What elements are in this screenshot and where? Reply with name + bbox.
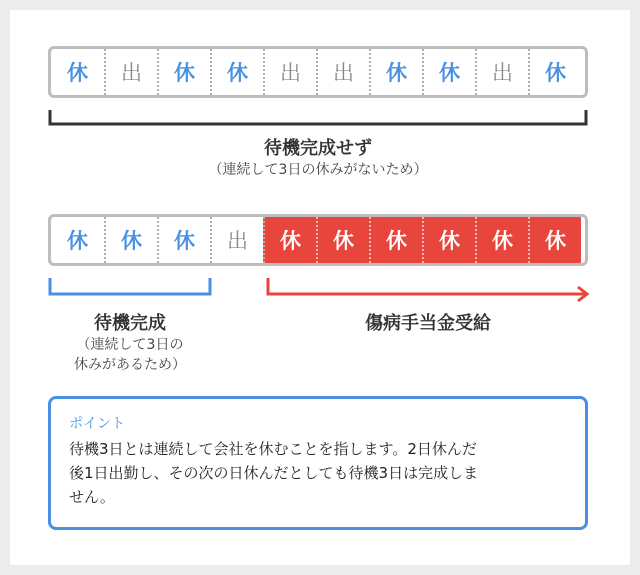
point-line-2: 後1日出勤し、その次の日休んだとしても待機3日は完成しま [69,464,479,482]
waiting-complete-note-line2: 休みがあるため） [74,357,186,373]
waiting-bracket [50,278,210,294]
row2-day-6: 休 [316,217,369,263]
waiting-complete-label: 待機完成 [94,313,166,334]
benefit-label: 傷病手当金受給 [365,313,491,334]
row1-day-2: 出 [104,49,157,95]
point-title: ポイント [69,416,125,432]
row2-day-3: 休 [157,217,210,263]
row2-day-9: 休 [475,217,528,263]
point-body [69,437,567,509]
row2-day-8: 休 [422,217,475,263]
row1-result-note: （連続して3日の休みがないため） [208,162,428,178]
row1-day-7: 休 [369,49,422,95]
row1-day-5: 出 [263,49,316,95]
row1-day-8: 休 [422,49,475,95]
row2-day-2: 休 [104,217,157,263]
row1-day-1: 休 [67,61,88,85]
row1-day-3: 休 [157,49,210,95]
row1-day-9: 出 [475,49,528,95]
row2-day-4: 出 [210,217,263,263]
row1-day-10: 休 [528,49,581,95]
row1-day-4: 休 [210,49,263,95]
row2-day-5: 休 [263,217,316,263]
row2-day-7: 休 [369,217,422,263]
point-line-1: 待機3日とは連続して会社を休むことを指します。2日休んだ [69,440,477,458]
waiting-complete-note-line1: （連続して3日の [76,337,184,353]
point-callout [48,396,588,530]
row2-day-10: 休 [528,217,581,263]
row1-day-6: 出 [316,49,369,95]
row1-result-label: 待機完成せず [264,138,372,159]
point-line-3: せん。 [69,488,115,506]
row2-day-1: 休 [67,229,88,253]
benefit-arrow [268,278,586,294]
